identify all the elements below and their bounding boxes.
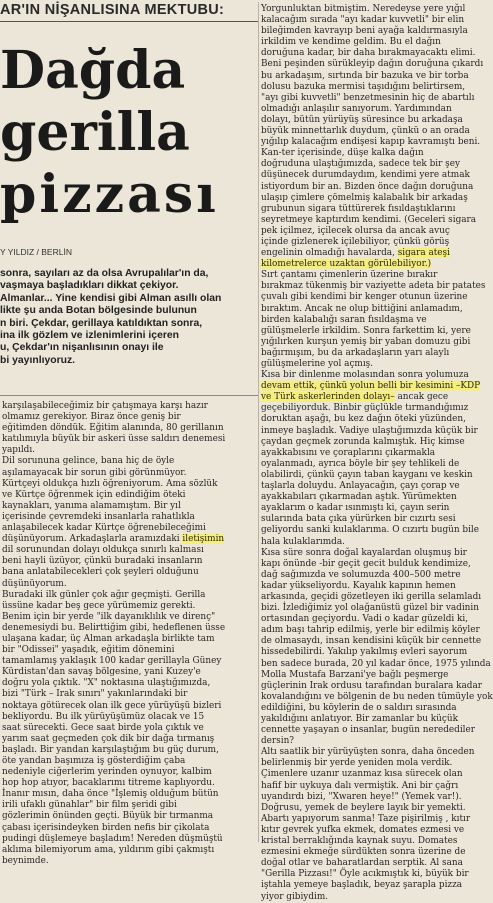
text-line: kristal berraklığında kaynak suyu. Domates [261,836,458,847]
lead-paragraph [0,268,258,367]
text-line: cennette yaşayan o insanlar, bugün neredediler [261,725,476,736]
text-line: ayakkabıları çıkarmadan aştık. Yürümekten [261,492,457,503]
section-divider [0,395,258,396]
text-line: birden kalabalığı saran fısıldaşma ve [261,314,427,325]
text-line: beynimde. [2,855,49,866]
text-line: Kısa bir dinlenme molasından sonra yolumuza [261,370,469,381]
text-line: uyandırdı bizi, "Xwaren heye!" (Yemek var!). [261,791,462,802]
text-line: düşünüyorum. Arkadaşlarla aramızdaki iletişimin [2,534,225,545]
lead-line: bi yayınlıyoruz. [0,354,76,366]
text-line: saat sürecekti. Gece saat birde yola çıktık ve [2,722,204,733]
text-line: doğal otlar ve baharatlardan serptik. Al sana [261,858,463,869]
text-line: dolayı, bütün yürüyüş süresince bu arkadaşa [261,114,463,125]
text-line: aklıma bilemiyorum ama, yıldırım gibi çakmıştı [2,844,215,855]
text-line: bıraktım. Ancak ne olup bittiğini anlamadım, [261,303,463,314]
text-line: ayaklarım o kadar ısınmıştı ki, çayın serin [261,503,450,514]
text-line: öte yandan başımıza iş gösterdiğim çaba [2,756,186,766]
text-line: yığılırken kurşun yemiş bir yaban domuzu gibi [261,336,471,347]
text-line: seyretmeye kaptırdım kendimi. (Geceleri sigara [261,214,477,225]
text-line: Kan-ter içerisinde, düşe kalka dağın [261,148,424,159]
text-line: dağ sağımızda ve solumuzda 400–500 metre [261,569,461,580]
text-line: kadar yükseliyordu. Kayalık kapının hemen [261,580,456,591]
text-line: düşünüyorum. [2,578,67,589]
text-line: Buradaki ilk günler çok ağır geçmişti. Gerilla [2,589,206,600]
text-line: pudingi düşlemeye başladım! Nereden düşmüştü [2,833,223,844]
text-line: doruktan aşağı, bu kez dağın öteki yüzünden, [261,414,466,425]
text-line: bu arkadaşım, sırtında bir bazuka ve bir torba [261,70,469,81]
text-line: Altı saatlik bir yürüyüşten sonra, daha önceden [261,747,475,758]
text-line: de olmasaydı, insan kendisini küçük bir cennette [261,636,482,647]
text-line: kaynakları, yanıma alamamıştım. Bir yıl [2,500,181,511]
text-line: pek içilmez, içilecek olursa da ancak avuç [261,225,450,236]
highlighted-phrase: kilometrelerce uzaktan görülebiliyor.) [261,259,432,270]
text-line: ulaşıp çimlere çömelmiş kalabalık bir arkadaş [261,192,468,203]
text-line: noktaya götürecek olan ilk gece yürüyüşü bizleri [2,700,222,711]
text-line: Kısa süre sonra doğal kayalardan oluşmuş bir [261,547,467,558]
text-line: inmeye başladık. Vadiye ulaştığımızda küçük bir [261,425,478,436]
text-line: yakıldığını anlatıyor. Bir zamanlar bu küçük [261,714,458,724]
lead-line: ina ilk gözlem ve izlenimlerini içeren [0,330,180,342]
text-line: gülüşmelerle irkildim. Sonra farkettim ki, yere [261,325,471,336]
text-line: arkasında, geçidi gözetleyen iki gerilla selamladı [261,591,482,602]
text-line: ezmesini ekmeğe sürdükten sonra üzerine de [261,847,466,858]
text-line: bana anlatabilecekleri çok şeyleri olduğunu [2,567,199,578]
column-divider [258,2,259,842]
text-line: aşılamayacak bir sorun gibi görünmüyor. [2,467,187,478]
text-line: gülüşmelerine yol açmış. [261,359,374,369]
text-line: katılımıyla büyük bir askeri üsse saldırı denemesi [2,434,226,445]
text-line: nedeniyle ciğerlerim yerinden oynuyor, kalbim [2,767,212,778]
text-line: bizi. İzlediğimiz yol olağanüstü güzel bir vadinin [261,603,479,614]
text-line: güçlerinin Irak ordusu tarafından buralara kadar [261,680,482,691]
text-line: karşılaşabileceğimiz bir çatışmaya karşı hazır [2,401,208,411]
text-line: ve Türk askerlerinden dolayı– ancak gece [261,392,449,403]
text-line: olmamız gerekiyor. Biraz önce geniş bir [2,412,181,423]
text-line: beni hayli üzüyor, çünkü buradaki insanların [2,556,203,567]
text-line: başladı. Bir yandan karşılaştığım bu güç durum, [2,744,219,755]
text-line: dersin? [261,736,295,747]
text-line: hala kulaklarımda. [261,536,345,547]
text-line: doğruduna ulaştığımızda, sadece tek bir şey [261,159,461,170]
highlighted-phrase: devam ettik, çünkü yolun belli bir kesimini –KDP [261,381,481,392]
text-line: Doğrusu, yemek de beylere layık bir yemekti. [261,802,466,813]
highlighted-phrase: ve Türk askerlerinden dolayı– [261,392,395,403]
text-line: içinde gizlenerek içilebiliyor, çünkü görüş [261,236,450,247]
lead-line: sonra, sayıları az da olsa Avrupalılar'ın da, [0,268,209,279]
text-line: eğitimden döndük. Eğitim alanında, 80 gerillanın [2,423,224,434]
text-line [261,381,481,392]
text-line: ortasından geçiyordu. Vadi o kadar güzeldi ki, [261,614,469,625]
text-line: Çimenlere uzanır uzanmaz kısa sürecek olan [261,769,463,780]
text-line: bizi "Türk – Irak sınırı" yakınlarındaki bir [2,689,188,700]
text-line: kıtır gevrek yufka ekmek, domates ezmesi ve [261,824,465,835]
text-line: bekliyordu. Bu ilk yürüyüşümüz olacak ve 15 [2,711,205,722]
text-line: adım başı tahrip edilmiş, yerle bir edilmiş köyler [261,625,480,636]
text-line: kalacağım sırada "ayı kadar kuvvetli" bir elin [261,15,465,26]
text-line: doruğuna kadar, bir daha bırakmayacaktı elimi. [261,48,476,59]
text-line: olabilirdi, çünkü çayın taban kayganı ve keskin [261,469,473,480]
text-line: ben sadece burada, 20 yıl kadar önce, 1975 yılında [261,658,491,669]
text-line: iştahla yemeye başladık, beyaz şarapla pizza [261,880,463,891]
text-line: geliyordu sanki kulaklarıma. O cızırtı bugün bile [261,525,480,536]
highlighted-phrase: sigara ateşi [397,248,450,259]
text-line: hop hop atıyor, bacaklarımı titreme kaplıyordu. [2,778,215,789]
text-line: engelinin olmadığı havalarda, sigara ateşi [261,248,450,259]
body-column-right [261,4,493,903]
text-line: oyalanmadı, ayrıca böyle bir şey tehlikeli de [261,458,460,469]
text-line: Molla Mustafa Barzani'ye bağlı peşmerge [261,669,449,680]
text-line: hissedebilirdi. Yakılıp yakılmış evleri sayorum [261,647,468,658]
text-line: edildiğini, bu köylerin de o saldırı sırasında [261,702,457,713]
text-line: gözlerimin önünden geçti. Büyük bir tırmanma [2,811,214,822]
text-line: çuvalı gibi kendimi bir kenger otunun üzerine [261,292,468,303]
text-line: Dil sorununa gelince, bana hiç de öyle [2,456,175,467]
text-line: denemesiydi bu. Belirttiğim gibi, hedeflenen üsse [2,622,226,633]
lead-line: u, Çekdar'ın nişanlısının onayı ile [0,342,164,354]
text-line: ayakkabısını ve çoraplarını çıkarmakla [261,447,436,458]
text-line: Beni peşinden sürükleyip dağın doruğuna çıkardı [261,59,484,70]
text-line: ulaşana kadar, üç Alman arkadaşla birlikte tam [2,633,215,644]
lead-line: likte şu anda Botan bölgesinde bulunun [0,305,197,317]
text-line [261,259,449,270]
text-line: Kürdistan'dan savaş bölgesine, yani Kuzey'e [2,667,201,678]
lead-line: Almanlar... Yine kendisi gibi Alman asıllı olan [0,292,222,304]
text-line: grubunun sigara tüttürerek fısıldaştıklarını [261,203,456,214]
text-line: bir "Odissei" yaşadık, eğitim dönemini [2,645,175,656]
text-line: yığılıp kalacağım endişesi kapıp kavramıştı beni. [261,137,481,148]
lead-line: n biri. Çekdar, gerillaya katıldıktan sonra, [0,317,203,329]
text-line: bağırmışım, bu da arkadaşların yarı alaylı [261,347,450,358]
text-line: yiyor gibiydim. [261,891,329,902]
text-line: doğru yola çıktık. "X" noktasına ulaştığımızda, [2,678,211,689]
text-line: Yorgunluktan bitmiştim. Neredeyse yere yığıl [261,4,466,14]
text-line: sularında bata çıka yürürken bir cızırtı sesi [261,514,456,525]
text-line: olmadığı anlaşılır sanıyorum. Yardımından [261,103,452,114]
text-line: çabası içerisindeyken birden nefis bir çikolata [2,822,210,833]
text-line: hafif bir uykuya dalı vermiştik. Ani bir çağrı [261,780,459,791]
text-line: geçebiliyorduk. Binbir güçlükle tırmandığımız [261,403,469,414]
text-line: yapıldı. [2,445,36,456]
headline-line-3: pizzası [0,164,219,225]
byline: Y YILDIZ / BERLİN [0,247,72,257]
text-line: Benim için bir yerde "ilk dayanıklılık ve direnç" [2,611,216,622]
body-column-left [2,401,254,867]
text-line: çaydan geçmek zorunda kalmıştık. Hiç kimse [261,436,465,447]
text-line: büyük minnettarlık duydum, çünkü o an orada [261,126,470,137]
highlighted-phrase: iletişimin [182,534,225,545]
text-line: ve Kürtçe öğrenmek için edindiğim öteki [2,489,186,500]
text-line: içerisinde çevremdeki insanlarla rahatlıkla [2,511,195,522]
headline-line-1: Dağda [0,40,186,101]
text-line: "ayı gibi kuvvetli" benzetmesinin hiç de abartılı [261,92,475,103]
text-line: kapı önünde -bir geçit gecit bulduk kendimize, [261,558,471,569]
text-line: irkildim ve kendime geldim. Bu el dağın [261,37,441,48]
text-line: dolusu bazuka mermisi taşıdığını belirtirsem, [261,81,466,92]
article-kicker: AR'IN NİŞANLISINA MEKTUBU: [0,2,258,22]
text-line: Sırt çantamı çimenlerin üzerine bırakır [261,270,438,281]
text-line: istiyordum bir an. Bizden önce dağın doruğuna [261,181,474,192]
headline [0,40,258,226]
text-line: anlaşabilecek kadar Kürtçe öğrenebileceğimi [2,523,206,534]
text-line: belirlenmiş bir yerde yeniden mola verdik. [261,758,453,769]
text-line: Abartı yapıyorum sanma! Taze pişirilmiş , kıtır [261,813,471,824]
text-line: yarım saat geçmeden çok dik bir dağa tırmanış [2,733,215,744]
headline-line-2: gerilla [0,102,190,163]
text-line: düşünecek durumdaydım, kendimi yere atmak [261,170,470,181]
text-line: bileğimden kavrayıp beni ayağa kaldırmasıyla [261,26,468,37]
text-line: dil sorunundan dolayı oldukça sınırlı kalması [2,545,204,556]
text-line: "Gerilla Pizzası!" Öyle acıkmıştık ki, büyük bir [261,869,469,880]
text-line: kovalandığını ve bölgenin de bu neden tümüyle yok [261,691,493,702]
text-line: üssüne kadar beş gece yürümemiz gerekti. [2,600,196,611]
text-line: taşlarla doluydu. Anlayacağın, çayı çorap ve [261,481,460,492]
text-line: bırakmaz tükenmiş bir vaziyette adeta bir patates [261,281,486,292]
text-line: Kürtçeyi oldukça hızlı öğreniyorum. Ama sözlük [2,478,218,489]
text-line: irili ufaklı günahlar" bir film şeridi gibi [2,800,177,811]
text-line: İnanır mısın, daha önce "İşlemiş olduğum bütün [2,789,219,800]
lead-line: vaşmaya başladıkları dikkat çekiyor. [0,280,179,292]
text-line: tamamlamış yaklaşık 100 kadar gerillayla Güney [2,656,222,667]
